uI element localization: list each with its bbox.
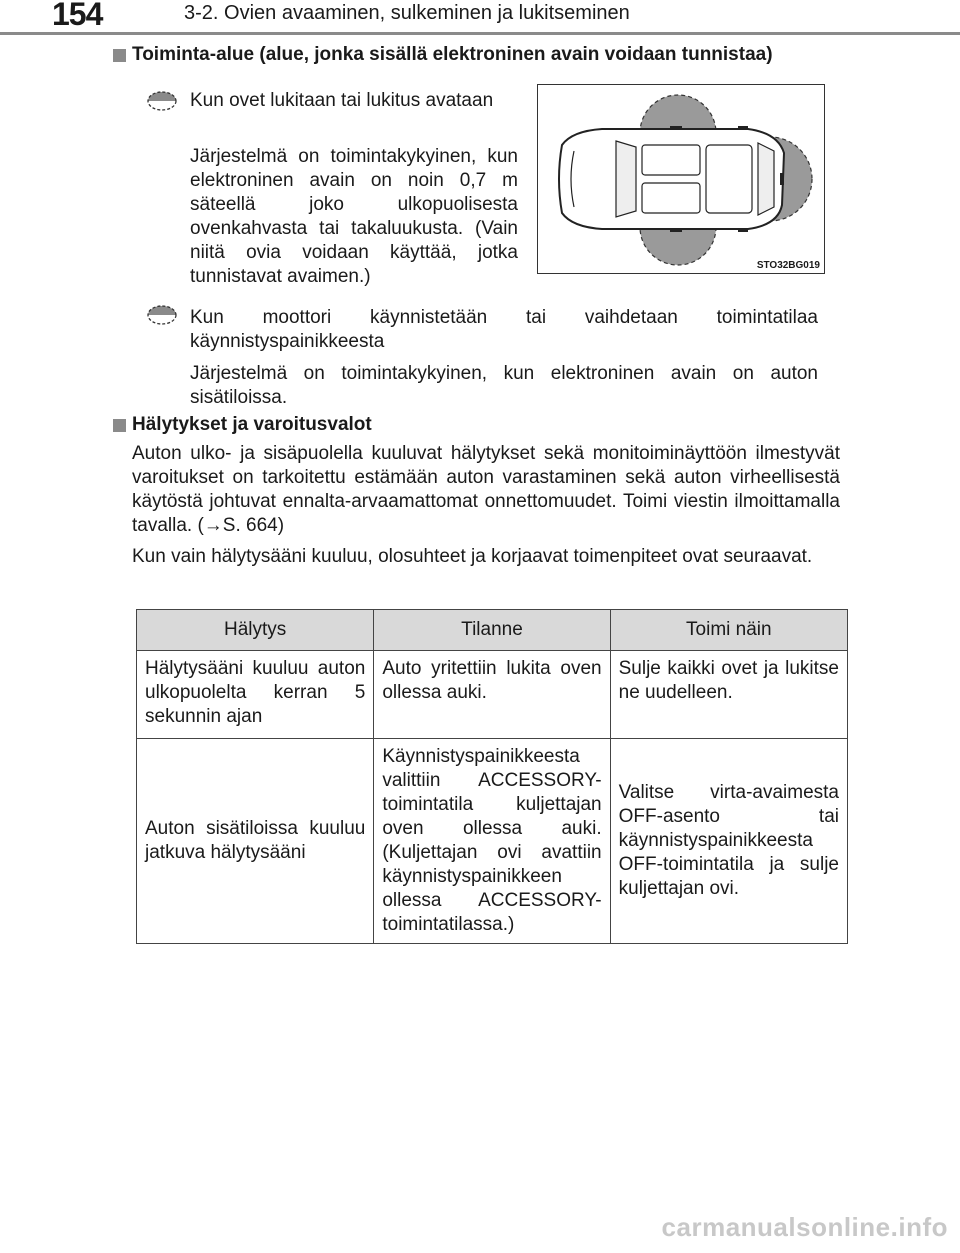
header-rule bbox=[0, 32, 960, 35]
car-top-view-diagram bbox=[538, 85, 824, 273]
table-cell: Käynnistyspainikkeesta valittiin ACCESSORY-toimintatila kuljettajan oven ollessa auki. (Kuljettajan ovi avattiin käynnistyspainikkeen ollessa ACCESSORY-toimintatilassa.) bbox=[374, 739, 610, 944]
table-row bbox=[137, 651, 848, 739]
section-heading-range bbox=[113, 44, 773, 66]
table-header-cell: Hälytys bbox=[137, 610, 374, 651]
table-cell: Sulje kaikki ovet ja lukitse ne uudelleen. bbox=[610, 651, 847, 739]
table-cell: Auton sisätiloissa kuuluu jatkuva hälytysääni bbox=[137, 739, 374, 944]
page-header bbox=[0, 0, 960, 32]
alarm-table bbox=[136, 609, 848, 944]
dashed-circle-bullet-icon bbox=[146, 304, 178, 326]
section-title: Toiminta-alue (alue, jonka sisällä elektroninen avain voidaan tunnistaa) bbox=[132, 44, 773, 65]
square-bullet-icon bbox=[113, 419, 126, 432]
car-range-illustration bbox=[537, 84, 825, 274]
dashed-circle-bullet-icon bbox=[146, 90, 178, 112]
item2-heading: Kun moottori käynnistetään tai vaihdetaan toimintatilaa käynnistyspainikkeesta bbox=[190, 307, 818, 352]
table-cell: Auto yritettiin lukita oven ollessa auki. bbox=[374, 651, 610, 739]
table-header-cell: Tilanne bbox=[374, 610, 610, 651]
section-title: Hälytykset ja varoitusvalot bbox=[132, 414, 372, 435]
table-header-cell: Toimi näin bbox=[610, 610, 847, 651]
alarms-paragraph-1: Auton ulko- ja sisäpuolella kuuluvat hälytykset sekä monitoiminäyttöön ilmestyvät varoitukset on tarkoitettu estämään auton varastaminen sekä auton virheellisestä käytöstä johtuvat ennalta-arvaamattomat onnettomuudet. Toimi viestin ilmoittamalla tavalla. (→S. 664) bbox=[132, 443, 840, 536]
table-cell: Valitse virta-avaimesta OFF-asento tai käynnistyspainikkeesta OFF-toimintatila ja sulje kuljettajan ovi. bbox=[610, 739, 847, 944]
section-heading-alarms bbox=[113, 414, 372, 436]
alarms-paragraph-2: Kun vain hälytysääni kuuluu, olosuhteet ja korjaavat toimenpiteet ovat seuraavat. bbox=[132, 546, 813, 567]
square-bullet-icon bbox=[113, 49, 126, 62]
item2-body: Järjestelmä on toimintakykyinen, kun elektroninen avain on auton sisätiloissa. bbox=[190, 363, 818, 408]
item1-body: Järjestelmä on toimintakykyinen, kun elektroninen avain on noin 0,7 m säteellä joko ulkopuolisesta ovenkahvasta tai takaluukusta. (Vain niitä ovia voidaan käyttää, jotka tunnistavat avaimen.) bbox=[190, 146, 518, 287]
table-cell: Hälytysääni kuuluu auton ulkopuolelta kerran 5 sekunnin ajan bbox=[137, 651, 374, 739]
page-number: 154 bbox=[52, 0, 103, 32]
table-header-row bbox=[137, 610, 848, 651]
item1-heading: Kun ovet lukitaan tai lukitus avataan bbox=[190, 90, 494, 111]
table-row bbox=[137, 739, 848, 944]
chapter-title: 3-2. Ovien avaaminen, sulkeminen ja lukitseminen bbox=[184, 2, 630, 24]
watermark: carmanualsonline.info bbox=[661, 1212, 948, 1242]
figure-code: STO32BG019 bbox=[756, 260, 820, 271]
